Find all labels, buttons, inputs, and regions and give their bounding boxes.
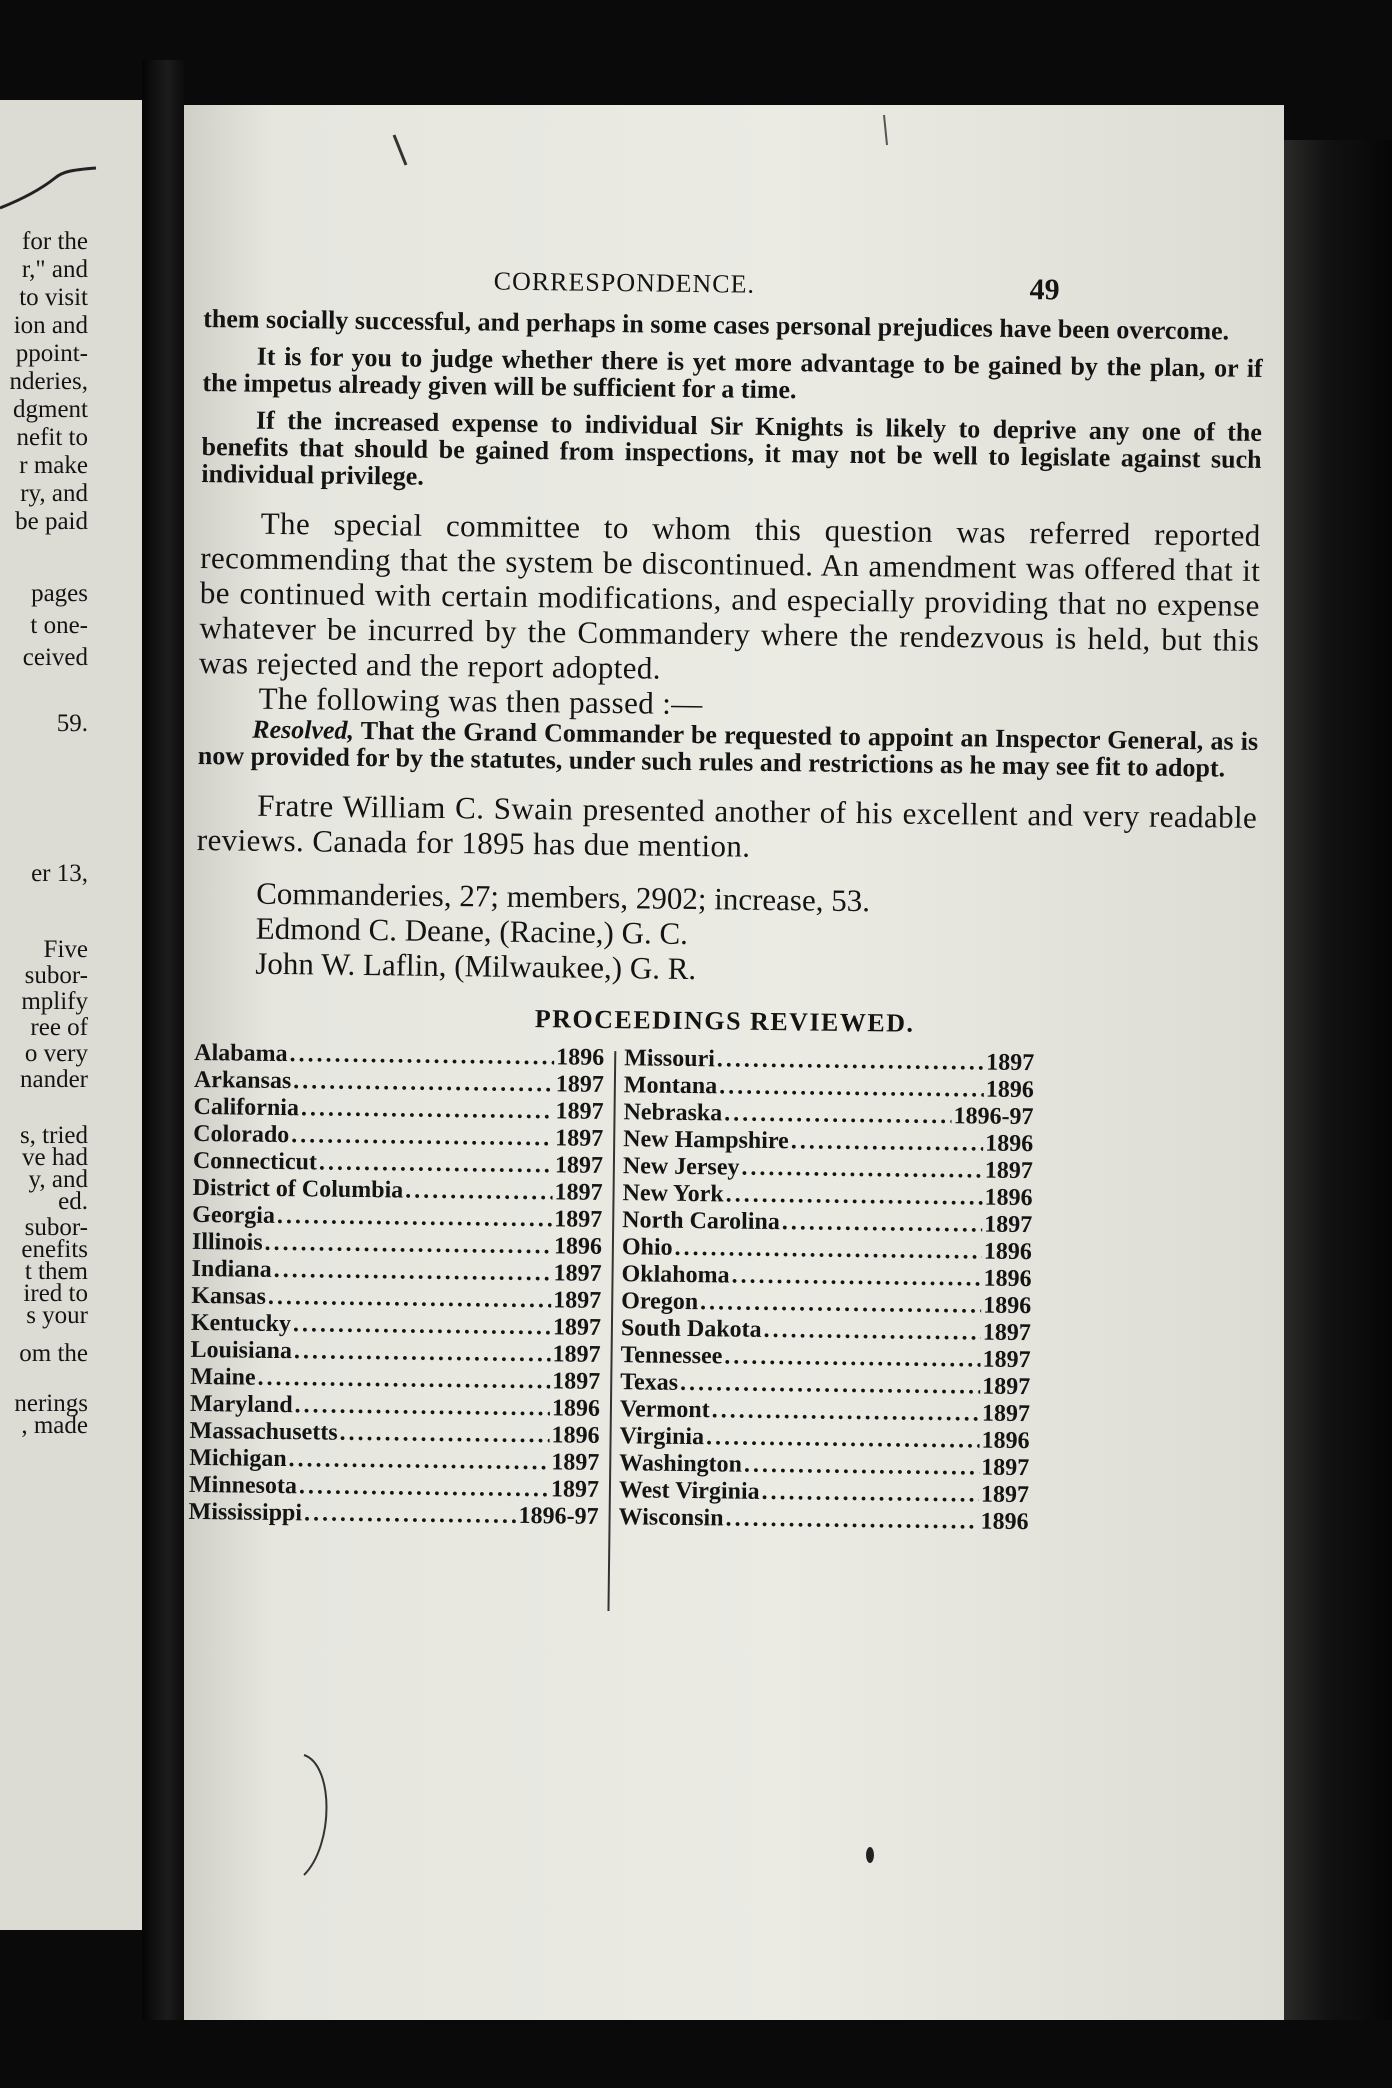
dot-leader	[700, 1289, 981, 1319]
facing-page-line: subor-	[24, 962, 88, 989]
jurisdiction-name: New Jersey	[622, 1153, 740, 1181]
proceedings-year: 1897	[980, 1481, 1030, 1509]
jurisdiction-name: Georgia	[192, 1201, 276, 1229]
dot-leader	[761, 1479, 979, 1509]
facing-page-line: pages	[31, 580, 88, 607]
jurisdiction-name: Louisiana	[190, 1336, 293, 1365]
facing-page-line: be paid	[15, 508, 88, 535]
facing-page-line: o very	[24, 1040, 88, 1067]
proceedings-year: 1897	[984, 1157, 1034, 1185]
proceedings-year: 1897	[555, 1071, 605, 1098]
paragraph-committee: The special committee to whom this question was referred reported recommending that the system be discontinued. An amendment was offered that it be continued with certain modifications, and especially providing that no expense whatever be incurred by the Commandery where the rendezvous is held, but this was rejected and the report adopted.	[198, 505, 1261, 686]
paragraph-passed: The following was then passed :—	[258, 680, 703, 722]
dot-leader	[763, 1317, 981, 1347]
jurisdiction-name: Illinois	[191, 1228, 263, 1256]
jurisdiction-name: South Dakota	[620, 1315, 762, 1343]
resolved-label: Resolved,	[252, 714, 355, 745]
proceedings-year: 1896	[984, 1184, 1033, 1212]
dot-leader	[741, 1155, 983, 1185]
proceedings-year: 1896	[553, 1233, 603, 1260]
proceedings-year: 1897	[551, 1449, 600, 1476]
dot-leader	[304, 1500, 517, 1530]
jurisdiction-name: District of Columbia	[192, 1174, 404, 1204]
facing-page-line: ve had	[22, 1144, 88, 1171]
jurisdiction-name: Wisconsin	[618, 1504, 724, 1532]
proceedings-year: 1897	[553, 1260, 602, 1287]
proceedings-year: 1897	[555, 1125, 604, 1152]
proceedings-year: 1896	[551, 1422, 600, 1449]
facing-page-line: ired to	[23, 1280, 88, 1307]
proceedings-title: PROCEEDINGS REVIEWED.	[534, 1004, 915, 1038]
proceedings-year: 1896	[985, 1130, 1034, 1158]
facing-page-fragment	[0, 100, 142, 1930]
dot-leader	[291, 1122, 553, 1152]
dot-leader	[731, 1263, 981, 1293]
facing-page-line: for the	[22, 228, 88, 255]
facing-page-line: nander	[19, 1066, 88, 1093]
proceedings-year: 1897	[981, 1400, 1031, 1428]
proceedings-year: 1897	[986, 1049, 1035, 1077]
jurisdiction-name: California	[193, 1093, 300, 1122]
jurisdiction-name: Tennessee	[620, 1342, 723, 1370]
proceedings-year: 1896	[981, 1427, 1030, 1455]
facing-page-line: subor-	[24, 1214, 88, 1241]
proceedings-year: 1896	[556, 1044, 605, 1071]
jurisdiction-name: New York	[622, 1180, 724, 1208]
resolution-text: That the Grand Commander be requested to appoint an Inspector General, as is now provided for by the statutes, under such rules and restrictions as he may see fit to adopt.	[197, 715, 1259, 783]
jurisdiction-name: Minnesota	[188, 1471, 298, 1500]
facing-page-line: 59.	[56, 710, 88, 737]
jurisdiction-name: Washington	[619, 1450, 743, 1478]
dot-leader	[782, 1209, 983, 1238]
dot-leader	[717, 1046, 985, 1076]
proceedings-year: 1896-97	[953, 1103, 1034, 1131]
facing-page-line: s your	[26, 1302, 88, 1329]
page-number: 49	[1029, 273, 1060, 307]
facing-page-line: er 13,	[31, 860, 88, 887]
dot-leader	[319, 1149, 553, 1179]
paragraph-expense: If the increased expense to individual Sir Knights is likely to deprive any one of the benefits that should be gained from inspections, it may not be well to legislate against such individual privilege.	[201, 405, 1263, 491]
jurisdiction-name: Colorado	[193, 1120, 290, 1149]
proceedings-year: 1897	[982, 1346, 1031, 1374]
proceedings-row	[188, 1499, 598, 1531]
grand-commander-line: Edmond C. Deane, (Racine,) G. C.	[255, 910, 689, 951]
jurisdiction-name: West Virginia	[618, 1477, 760, 1505]
dot-leader	[719, 1073, 984, 1103]
dot-leader	[277, 1203, 553, 1233]
page-body	[188, 255, 1263, 1539]
facing-page-line: ree of	[30, 1014, 88, 1041]
book-gutter	[142, 60, 184, 2020]
jurisdiction-name: Virginia	[619, 1423, 705, 1451]
jurisdiction-name: Connecticut	[192, 1147, 318, 1176]
proceedings-year: 1897	[554, 1206, 603, 1233]
facing-page-line: r," and	[21, 256, 88, 283]
proceedings-column-left	[188, 1040, 604, 1531]
jurisdiction-name: Maine	[190, 1363, 256, 1391]
facing-page-line: om the	[19, 1340, 88, 1367]
dot-leader	[268, 1284, 552, 1314]
proceedings-year: 1897	[555, 1098, 604, 1125]
dot-leader	[294, 1338, 551, 1368]
facing-page-line: , made	[21, 1412, 88, 1439]
dot-leader	[706, 1424, 980, 1454]
facing-page-line: nderies,	[9, 368, 88, 395]
proceedings-year: 1897	[984, 1211, 1033, 1239]
proceedings-year: 1897	[550, 1476, 600, 1503]
proceedings-year: 1896	[980, 1508, 1029, 1536]
column-divider	[607, 1051, 616, 1611]
jurisdiction-name: Kansas	[191, 1282, 267, 1310]
dot-leader	[301, 1095, 554, 1125]
facing-page-line: y, and	[28, 1166, 88, 1193]
jurisdiction-name: Ohio	[621, 1234, 673, 1261]
jurisdiction-name: Oklahoma	[621, 1261, 730, 1289]
dot-leader	[293, 1311, 551, 1341]
proceedings-column-right	[618, 1045, 1034, 1536]
dot-leader	[273, 1257, 551, 1287]
dot-leader	[257, 1365, 550, 1396]
facing-page-line: nerings	[14, 1390, 88, 1417]
page-edge-shadow	[1284, 140, 1392, 2020]
jurisdiction-name: Missouri	[624, 1045, 716, 1073]
facing-page-line: ppoint-	[15, 340, 88, 367]
dot-leader	[725, 1505, 978, 1535]
dot-leader	[293, 1068, 554, 1098]
proceedings-year: 1897	[981, 1454, 1030, 1482]
proceedings-year: 1896-97	[518, 1502, 599, 1530]
paragraph-continuation: them socially successful, and perhaps in some cases personal prejudices have been overcome.	[203, 303, 1230, 346]
jurisdiction-name: Montana	[623, 1072, 718, 1100]
dot-leader	[339, 1420, 549, 1450]
dot-leader	[744, 1452, 980, 1482]
proceedings-year: 1896	[551, 1395, 601, 1422]
proceedings-year: 1897	[552, 1314, 602, 1341]
proceedings-year: 1897	[554, 1179, 603, 1206]
facing-page-line: mplify	[21, 988, 88, 1015]
facing-page-line: ry, and	[20, 480, 88, 507]
proceedings-year: 1897	[982, 1373, 1031, 1401]
dot-leader	[674, 1235, 982, 1266]
facing-page-line: ion and	[13, 312, 88, 339]
dot-leader	[791, 1128, 984, 1157]
jurisdiction-name: Alabama	[194, 1039, 288, 1068]
facing-page-line: enefits	[21, 1236, 88, 1263]
facing-page-line: dgment	[13, 396, 88, 423]
jurisdiction-name: North Carolina	[622, 1207, 780, 1236]
grand-recorder-line: John W. Laflin, (Milwaukee,) G. R.	[255, 945, 697, 987]
jurisdiction-name: Oregon	[621, 1288, 699, 1316]
jurisdiction-name: Kentucky	[190, 1309, 292, 1338]
jurisdiction-name: Maryland	[189, 1390, 293, 1419]
dot-leader	[724, 1343, 981, 1373]
dot-leader	[724, 1100, 952, 1130]
proceedings-row	[618, 1504, 1028, 1536]
dot-leader	[289, 1041, 554, 1071]
facing-page-line: s, tried	[19, 1122, 88, 1149]
jurisdiction-name: New Hampshire	[623, 1126, 789, 1155]
dot-leader	[680, 1370, 981, 1401]
jurisdiction-name: Mississippi	[188, 1498, 303, 1527]
proceedings-year: 1897	[552, 1341, 601, 1368]
facing-page-line: nefit to	[16, 424, 88, 451]
jurisdiction-name: Nebraska	[623, 1099, 723, 1127]
facing-page-line: ceived	[22, 644, 88, 671]
header-title: CORRESPONDENCE.	[493, 266, 756, 299]
statistics-line: Commanderies, 27; members, 2902; increase, 53.	[255, 875, 871, 919]
facing-page-line: ed.	[58, 1188, 88, 1215]
proceedings-year: 1896	[983, 1265, 1032, 1293]
proceedings-year: 1896	[983, 1238, 1033, 1266]
dot-leader	[288, 1446, 549, 1476]
jurisdiction-name: Vermont	[619, 1396, 710, 1424]
paragraph-judge: It is for you to judge whether there is yet more advantage to be gained by the plan, or if the impetus already given will be sufficient for a time.	[202, 341, 1263, 405]
dot-leader	[264, 1230, 552, 1261]
jurisdiction-name: Arkansas	[193, 1066, 292, 1095]
facing-page-line: t one-	[30, 612, 88, 639]
proceedings-year: 1896	[985, 1076, 1035, 1104]
dot-leader	[712, 1397, 981, 1427]
proceedings-year: 1896	[983, 1292, 1032, 1320]
paragraph-resolution	[198, 715, 1259, 782]
facing-page-line: to visit	[19, 284, 88, 311]
jurisdiction-name: Michigan	[189, 1444, 287, 1473]
dot-leader	[405, 1178, 553, 1207]
dot-leader	[726, 1181, 983, 1211]
facing-page-line: Five	[43, 936, 88, 963]
facing-page-line: t them	[24, 1258, 88, 1285]
paragraph-reviews: Fratre William C. Swain presented another of his excellent and very readable reviews. Canada for 1895 has due mention.	[196, 787, 1258, 864]
jurisdiction-name: Indiana	[191, 1255, 272, 1283]
jurisdiction-name: Texas	[620, 1369, 679, 1396]
proceedings-year: 1897	[982, 1319, 1032, 1347]
proceedings-year: 1897	[553, 1287, 602, 1314]
page-49	[184, 105, 1284, 2020]
jurisdiction-name: Massachusetts	[189, 1417, 338, 1446]
dot-leader	[299, 1473, 549, 1503]
proceedings-year: 1897	[552, 1368, 601, 1395]
proceedings-list	[188, 1040, 1034, 1536]
facing-page-line: r make	[19, 452, 88, 479]
dot-leader	[294, 1392, 550, 1422]
proceedings-year: 1897	[554, 1152, 604, 1179]
